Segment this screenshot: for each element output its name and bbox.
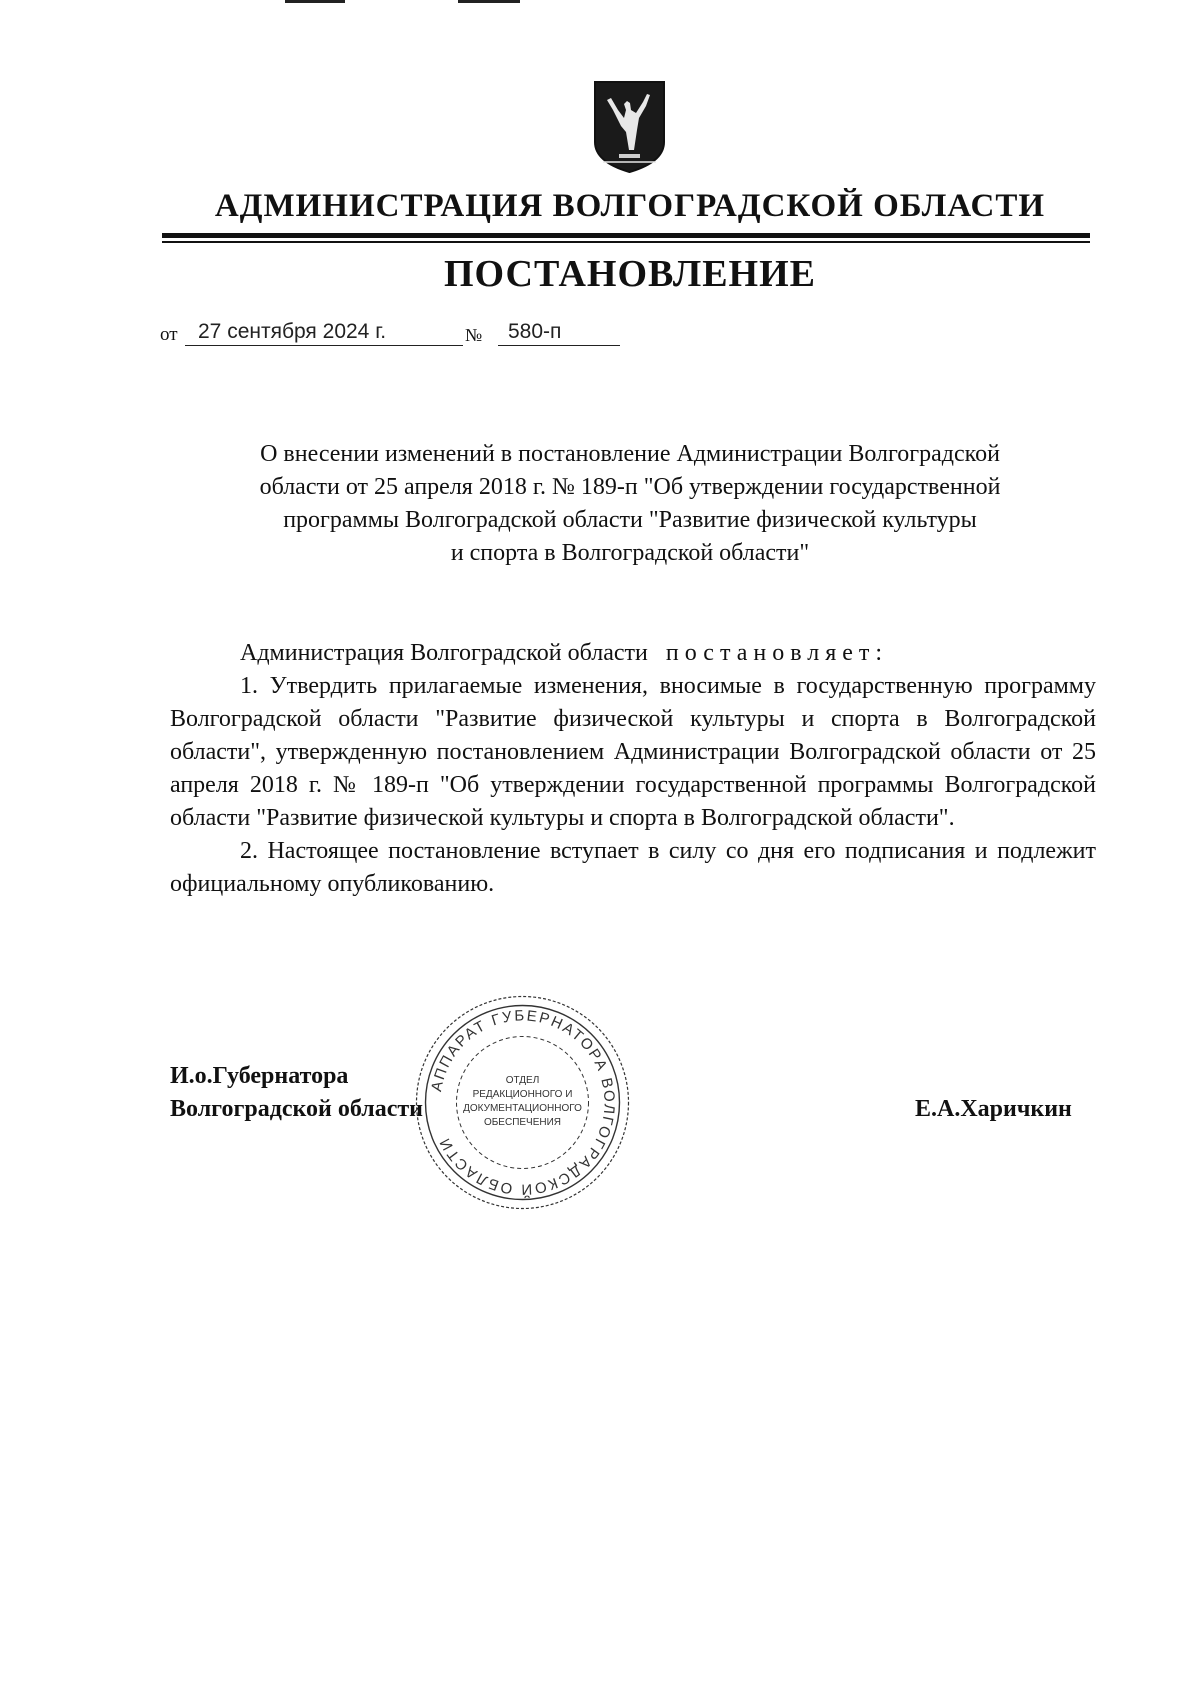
document-body (170, 637, 1096, 901)
intro-subject: Администрация Волгоградской области (240, 640, 648, 666)
resolution-item: 1. Утвердить прилагаемые изменения, вносимые в государственную программу Волгоградской области "Развитие физической культуры и спорта в Волгоградской области", утвержденную постановлением Администрации Волгоградской области от 25 апреля 2018 г. № 189-п "Об утверждении государственной программы Волгоградской области "Развитие физической культуры и спорта в Волгоградской области". (170, 673, 1096, 831)
signatory-name: Е.А.Харичкин (915, 1096, 1072, 1122)
stamp-ring-text: АППАРАТ ГУБЕРНАТОРА ВОЛГОГРАДСКОЙ ОБЛАСТИ (428, 1007, 618, 1198)
subject-line: программы Волгоградской области "Развитие физической культуры (283, 507, 977, 533)
date-prefix: от (160, 324, 178, 345)
resolution-item: 2. Настоящее постановление вступает в силу со дня его подписания и подлежит официальному опубликованию. (170, 838, 1096, 897)
position-line: Волгоградской области (170, 1096, 423, 1122)
position-line: И.о.Губернатора (170, 1063, 349, 1089)
document-subject (170, 438, 1090, 570)
number-prefix: № (465, 325, 483, 345)
registration-line (160, 310, 620, 350)
stamp-center-line: ОТДЕЛ (505, 1075, 540, 1086)
stamp-center-line: ОБЕСПЕЧЕНИЯ (483, 1117, 562, 1128)
date-underline (185, 345, 463, 346)
intro-verb: постановляет: (665, 640, 889, 666)
subject-line: области от 25 апреля 2018 г. № 189-п "Об утверждении государственной (259, 474, 1001, 500)
signatory-position (170, 1060, 423, 1126)
official-stamp (410, 990, 635, 1215)
svg-text:АППАРАТ ГУБЕРНАТОРА ВОЛГОГРАДС (428, 1007, 618, 1198)
header-rule-thin (162, 241, 1090, 243)
scan-mark (285, 0, 345, 3)
registration-date: 27 сентября 2024 г. (198, 320, 387, 343)
stamp-center-line: ДОКУМЕНТАЦИОННОГО (463, 1103, 582, 1114)
scan-mark (458, 0, 520, 3)
subject-line: О внесении изменений в постановление Администрации Волгоградской (260, 441, 1000, 467)
resolution-intro (170, 637, 1096, 670)
header-rule (162, 233, 1090, 238)
number-underline (498, 345, 620, 346)
organization-title: АДМИНИСТРАЦИЯ ВОЛГОГРАДСКОЙ ОБЛАСТИ (214, 188, 1046, 224)
document-type: ПОСТАНОВЛЕНИЕ (443, 253, 817, 295)
coat-of-arms-icon (593, 80, 666, 174)
stamp-center-line: РЕДАКЦИОННОГО И (472, 1089, 573, 1100)
registration-number: 580-п (508, 320, 562, 343)
subject-line: и спорта в Волгоградской области" (450, 540, 810, 566)
